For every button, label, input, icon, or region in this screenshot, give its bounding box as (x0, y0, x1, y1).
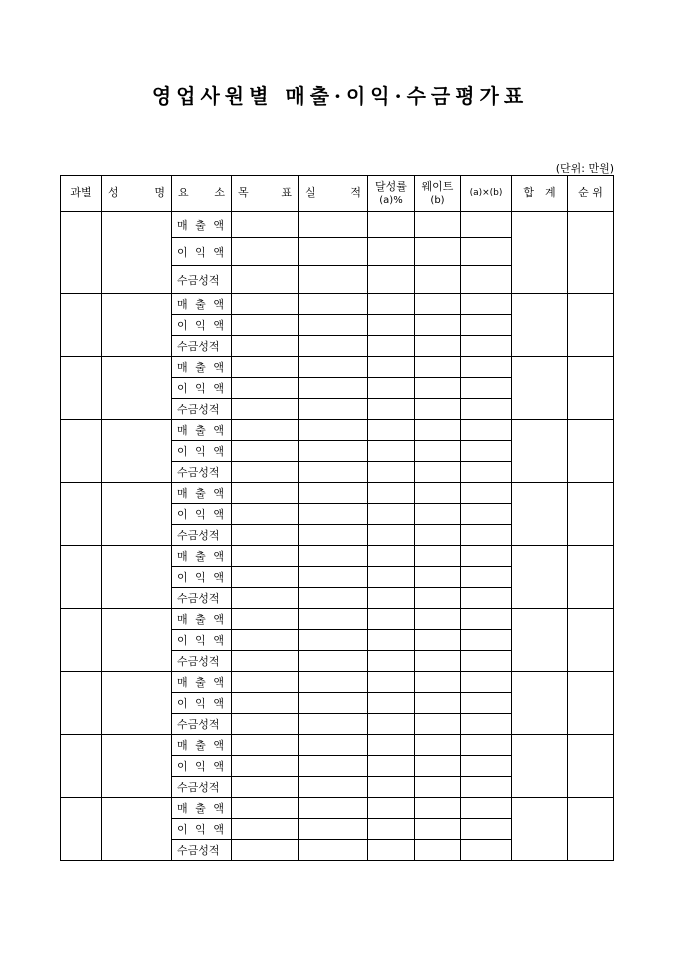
product-cell[interactable] (461, 672, 512, 693)
element-label: 이 익 액 (172, 693, 232, 714)
product-cell[interactable] (461, 315, 512, 336)
element-label: 매 출 액 (172, 294, 232, 315)
rate-cell[interactable] (368, 378, 415, 399)
actual-cell[interactable] (299, 672, 368, 693)
rate-cell[interactable] (368, 336, 415, 357)
rank-cell[interactable] (568, 483, 614, 546)
rate-cell[interactable] (368, 420, 415, 441)
table-row (61, 672, 614, 693)
target-cell[interactable] (232, 238, 299, 266)
rank-cell[interactable] (568, 798, 614, 861)
rate-cell[interactable] (368, 819, 415, 840)
product-cell[interactable] (461, 651, 512, 672)
weight-cell[interactable] (415, 777, 461, 798)
element-label: 수금성적 (172, 336, 232, 357)
actual-cell[interactable] (299, 336, 368, 357)
section-cell[interactable] (61, 420, 102, 483)
element-label: 수금성적 (172, 399, 232, 420)
target-cell[interactable] (232, 651, 299, 672)
table-row (61, 735, 614, 756)
actual-cell[interactable] (299, 420, 368, 441)
product-cell[interactable] (461, 567, 512, 588)
element-label: 수금성적 (172, 525, 232, 546)
rate-cell[interactable] (368, 567, 415, 588)
element-label: 수금성적 (172, 777, 232, 798)
product-cell[interactable] (461, 819, 512, 840)
rank-cell[interactable] (568, 357, 614, 420)
product-cell[interactable] (461, 588, 512, 609)
section-cell[interactable] (61, 735, 102, 798)
product-cell[interactable] (461, 441, 512, 462)
table-row (61, 483, 614, 504)
element-label: 매 출 액 (172, 672, 232, 693)
product-cell[interactable] (461, 294, 512, 315)
product-cell[interactable] (461, 266, 512, 294)
rate-cell[interactable] (368, 798, 415, 819)
col-header-rank: 순 위 (568, 176, 614, 212)
col-header-weight-line1: 웨이트 (421, 179, 454, 193)
element-label: 수금성적 (172, 714, 232, 735)
weight-cell[interactable] (415, 238, 461, 266)
weight-cell[interactable] (415, 420, 461, 441)
target-cell[interactable] (232, 315, 299, 336)
element-label: 매 출 액 (172, 609, 232, 630)
actual-cell[interactable] (299, 777, 368, 798)
weight-cell[interactable] (415, 798, 461, 819)
rate-cell[interactable] (368, 483, 415, 504)
total-cell[interactable] (512, 420, 568, 483)
weight-cell[interactable] (415, 819, 461, 840)
col-header-actual: 실 적 (299, 176, 368, 212)
actual-cell[interactable] (299, 567, 368, 588)
actual-cell[interactable] (299, 462, 368, 483)
actual-cell[interactable] (299, 819, 368, 840)
rate-cell[interactable] (368, 609, 415, 630)
rate-cell[interactable] (368, 714, 415, 735)
name-cell[interactable] (102, 609, 172, 672)
product-cell[interactable] (461, 525, 512, 546)
total-cell[interactable] (512, 483, 568, 546)
total-cell[interactable] (512, 672, 568, 735)
actual-cell[interactable] (299, 378, 368, 399)
name-cell[interactable] (102, 798, 172, 861)
header-row (61, 176, 614, 212)
rate-cell[interactable] (368, 399, 415, 420)
rank-cell[interactable] (568, 672, 614, 735)
actual-cell[interactable] (299, 266, 368, 294)
product-cell[interactable] (461, 483, 512, 504)
element-label: 수금성적 (172, 266, 232, 294)
product-cell[interactable] (461, 693, 512, 714)
weight-cell[interactable] (415, 651, 461, 672)
rank-cell[interactable] (568, 420, 614, 483)
name-cell[interactable] (102, 357, 172, 420)
rank-cell[interactable] (568, 294, 614, 357)
section-cell[interactable] (61, 609, 102, 672)
element-label: 수금성적 (172, 462, 232, 483)
target-cell[interactable] (232, 693, 299, 714)
total-cell[interactable] (512, 798, 568, 861)
target-cell[interactable] (232, 504, 299, 525)
target-cell[interactable] (232, 714, 299, 735)
weight-cell[interactable] (415, 567, 461, 588)
element-label: 이 익 액 (172, 819, 232, 840)
weight-cell[interactable] (415, 714, 461, 735)
product-cell[interactable] (461, 714, 512, 735)
element-label: 수금성적 (172, 588, 232, 609)
col-header-rate-line1: 달성률 (375, 179, 407, 193)
table-row (61, 546, 614, 567)
actual-cell[interactable] (299, 798, 368, 819)
weight-cell[interactable] (415, 588, 461, 609)
total-cell[interactable] (512, 735, 568, 798)
product-cell[interactable] (461, 378, 512, 399)
actual-cell[interactable] (299, 238, 368, 266)
rank-cell[interactable] (568, 212, 614, 294)
product-cell[interactable] (461, 238, 512, 266)
actual-cell[interactable] (299, 588, 368, 609)
actual-cell[interactable] (299, 441, 368, 462)
col-header-name: 성 명 (102, 176, 172, 212)
rate-cell[interactable] (368, 525, 415, 546)
target-cell[interactable] (232, 756, 299, 777)
total-cell[interactable] (512, 357, 568, 420)
name-cell[interactable] (102, 546, 172, 609)
rate-cell[interactable] (368, 735, 415, 756)
weight-cell[interactable] (415, 504, 461, 525)
table-body (61, 212, 614, 861)
target-cell[interactable] (232, 212, 299, 238)
col-header-target: 목 표 (232, 176, 299, 212)
product-cell[interactable] (461, 735, 512, 756)
section-cell[interactable] (61, 357, 102, 420)
element-label: 매 출 액 (172, 546, 232, 567)
weight-cell[interactable] (415, 462, 461, 483)
weight-cell[interactable] (415, 357, 461, 378)
rate-cell[interactable] (368, 315, 415, 336)
col-header-weight (415, 176, 461, 212)
actual-cell[interactable] (299, 735, 368, 756)
actual-cell[interactable] (299, 693, 368, 714)
actual-cell[interactable] (299, 399, 368, 420)
product-cell[interactable] (461, 212, 512, 238)
element-label: 매 출 액 (172, 212, 232, 238)
product-cell[interactable] (461, 546, 512, 567)
element-label: 수금성적 (172, 840, 232, 861)
target-cell[interactable] (232, 735, 299, 756)
actual-cell[interactable] (299, 294, 368, 315)
col-header-element: 요 소 (172, 176, 232, 212)
name-cell[interactable] (102, 672, 172, 735)
target-cell[interactable] (232, 588, 299, 609)
target-cell[interactable] (232, 399, 299, 420)
weight-cell[interactable] (415, 546, 461, 567)
rate-cell[interactable] (368, 238, 415, 266)
product-cell[interactable] (461, 630, 512, 651)
weight-cell[interactable] (415, 212, 461, 238)
product-cell[interactable] (461, 777, 512, 798)
name-cell[interactable] (102, 420, 172, 483)
section-cell[interactable] (61, 483, 102, 546)
target-cell[interactable] (232, 630, 299, 651)
name-cell[interactable] (102, 735, 172, 798)
element-label: 매 출 액 (172, 483, 232, 504)
actual-cell[interactable] (299, 315, 368, 336)
actual-cell[interactable] (299, 714, 368, 735)
weight-cell[interactable] (415, 399, 461, 420)
weight-cell[interactable] (415, 756, 461, 777)
rate-cell[interactable] (368, 462, 415, 483)
target-cell[interactable] (232, 378, 299, 399)
total-cell[interactable] (512, 609, 568, 672)
col-header-total: 합 계 (512, 176, 568, 212)
element-label: 수금성적 (172, 651, 232, 672)
product-cell[interactable] (461, 420, 512, 441)
col-header-product: (a)×(b) (461, 176, 512, 212)
name-cell[interactable] (102, 212, 172, 294)
target-cell[interactable] (232, 798, 299, 819)
target-cell[interactable] (232, 266, 299, 294)
product-cell[interactable] (461, 798, 512, 819)
col-header-rate (368, 176, 415, 212)
target-cell[interactable] (232, 567, 299, 588)
table-row (61, 420, 614, 441)
rate-cell[interactable] (368, 294, 415, 315)
actual-cell[interactable] (299, 840, 368, 861)
table-row (61, 609, 614, 630)
target-cell[interactable] (232, 483, 299, 504)
section-cell[interactable] (61, 212, 102, 294)
page-title: 영업사원별 매출·이익·수금평가표 (151, 84, 529, 108)
target-cell[interactable] (232, 840, 299, 861)
actual-cell[interactable] (299, 212, 368, 238)
actual-cell[interactable] (299, 651, 368, 672)
name-cell[interactable] (102, 294, 172, 357)
element-label: 매 출 액 (172, 798, 232, 819)
name-cell[interactable] (102, 483, 172, 546)
weight-cell[interactable] (415, 483, 461, 504)
actual-cell[interactable] (299, 609, 368, 630)
rank-cell[interactable] (568, 546, 614, 609)
product-cell[interactable] (461, 357, 512, 378)
rate-cell[interactable] (368, 441, 415, 462)
evaluation-table (60, 175, 614, 861)
table-row (61, 798, 614, 819)
weight-cell[interactable] (415, 840, 461, 861)
section-cell[interactable] (61, 294, 102, 357)
weight-cell[interactable] (415, 441, 461, 462)
target-cell[interactable] (232, 672, 299, 693)
weight-cell[interactable] (415, 609, 461, 630)
weight-cell[interactable] (415, 336, 461, 357)
table-row (61, 212, 614, 238)
col-header-section: 과별 (61, 176, 102, 212)
weight-cell[interactable] (415, 315, 461, 336)
element-label: 이 익 액 (172, 630, 232, 651)
product-cell[interactable] (461, 504, 512, 525)
total-cell[interactable] (512, 212, 568, 294)
rate-cell[interactable] (368, 588, 415, 609)
weight-cell[interactable] (415, 378, 461, 399)
rate-cell[interactable] (368, 777, 415, 798)
weight-cell[interactable] (415, 693, 461, 714)
weight-cell[interactable] (415, 525, 461, 546)
actual-cell[interactable] (299, 546, 368, 567)
element-label: 이 익 액 (172, 378, 232, 399)
target-cell[interactable] (232, 420, 299, 441)
section-cell[interactable] (61, 546, 102, 609)
rate-cell[interactable] (368, 357, 415, 378)
target-cell[interactable] (232, 357, 299, 378)
rate-cell[interactable] (368, 546, 415, 567)
target-cell[interactable] (232, 294, 299, 315)
unit-label: (단위: 만원) (555, 162, 614, 175)
table-row (61, 294, 614, 315)
rate-cell[interactable] (368, 630, 415, 651)
rate-cell[interactable] (368, 266, 415, 294)
section-cell[interactable] (61, 798, 102, 861)
target-cell[interactable] (232, 462, 299, 483)
product-cell[interactable] (461, 609, 512, 630)
target-cell[interactable] (232, 546, 299, 567)
actual-cell[interactable] (299, 483, 368, 504)
weight-cell[interactable] (415, 294, 461, 315)
col-header-weight-line2: (b) (430, 195, 445, 207)
product-cell[interactable] (461, 840, 512, 861)
element-label: 이 익 액 (172, 567, 232, 588)
actual-cell[interactable] (299, 630, 368, 651)
element-label: 매 출 액 (172, 357, 232, 378)
element-label: 이 익 액 (172, 441, 232, 462)
rate-cell[interactable] (368, 840, 415, 861)
rank-cell[interactable] (568, 735, 614, 798)
target-cell[interactable] (232, 441, 299, 462)
element-label: 이 익 액 (172, 756, 232, 777)
element-label: 매 출 액 (172, 735, 232, 756)
total-cell[interactable] (512, 546, 568, 609)
actual-cell[interactable] (299, 357, 368, 378)
weight-cell[interactable] (415, 630, 461, 651)
target-cell[interactable] (232, 336, 299, 357)
weight-cell[interactable] (415, 735, 461, 756)
col-header-rate-line2: (a)% (379, 195, 403, 207)
rate-cell[interactable] (368, 756, 415, 777)
rate-cell[interactable] (368, 651, 415, 672)
table-row (61, 357, 614, 378)
product-cell[interactable] (461, 399, 512, 420)
section-cell[interactable] (61, 672, 102, 735)
rate-cell[interactable] (368, 212, 415, 238)
weight-cell[interactable] (415, 266, 461, 294)
element-label: 이 익 액 (172, 238, 232, 266)
rate-cell[interactable] (368, 504, 415, 525)
element-label: 이 익 액 (172, 504, 232, 525)
target-cell[interactable] (232, 819, 299, 840)
target-cell[interactable] (232, 609, 299, 630)
product-cell[interactable] (461, 756, 512, 777)
weight-cell[interactable] (415, 672, 461, 693)
target-cell[interactable] (232, 525, 299, 546)
actual-cell[interactable] (299, 525, 368, 546)
target-cell[interactable] (232, 777, 299, 798)
element-label: 이 익 액 (172, 315, 232, 336)
total-cell[interactable] (512, 294, 568, 357)
rank-cell[interactable] (568, 609, 614, 672)
product-cell[interactable] (461, 336, 512, 357)
rate-cell[interactable] (368, 693, 415, 714)
actual-cell[interactable] (299, 504, 368, 525)
rate-cell[interactable] (368, 672, 415, 693)
element-label: 매 출 액 (172, 420, 232, 441)
actual-cell[interactable] (299, 756, 368, 777)
product-cell[interactable] (461, 462, 512, 483)
